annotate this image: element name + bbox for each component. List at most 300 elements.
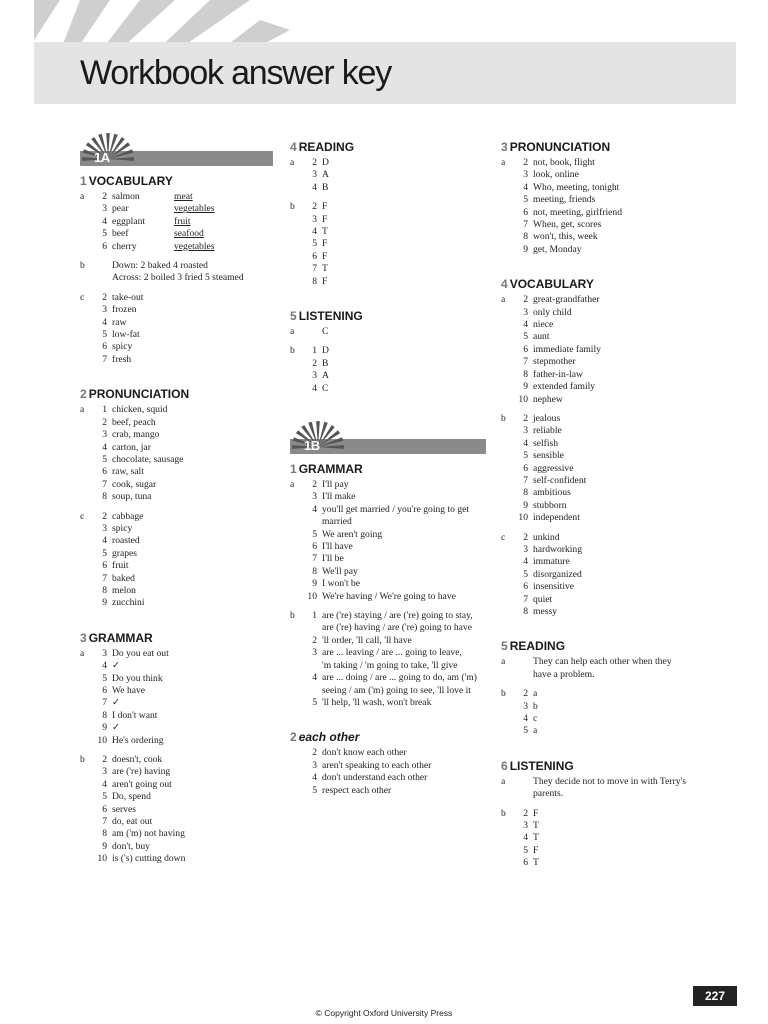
answer-letter <box>290 226 302 238</box>
answer-letter <box>80 535 92 547</box>
answer-number: 8 <box>523 368 528 380</box>
answer-text: doesn't, cook <box>112 754 163 766</box>
answer-number: 6 <box>102 803 107 815</box>
answer-number <box>302 622 322 634</box>
section-number: 5 <box>501 639 508 654</box>
answer-letter <box>290 238 302 250</box>
answer-letter <box>501 207 513 219</box>
answer-letter: c <box>80 291 85 303</box>
answer-number: 3 <box>102 522 107 534</box>
unit-label: 1B <box>304 438 320 453</box>
section-heading <box>290 309 486 323</box>
answer-number: 3 <box>312 370 317 382</box>
answer-letter <box>501 606 513 618</box>
answer-number <box>513 776 533 788</box>
answer-group <box>80 511 273 610</box>
answer-letter <box>501 219 513 231</box>
answer-text: C <box>322 382 329 394</box>
answer-number: 4 <box>312 226 317 238</box>
answer-text: Across: 2 boiled 3 fried 5 steamed <box>112 272 244 284</box>
answer-text: F <box>322 238 328 250</box>
answer-text: serves <box>112 803 136 815</box>
answer-number: 3 <box>102 203 107 215</box>
answer-text: take-out <box>112 291 144 303</box>
answer-text: aren't speaking to each other <box>322 759 432 771</box>
answer-letter <box>501 356 513 368</box>
answer-text: aren't going out <box>112 778 172 790</box>
answer-number: 4 <box>102 778 107 790</box>
answer-letter <box>501 701 513 713</box>
answer-text: respect each other <box>322 784 392 796</box>
answer-number: 2 <box>312 157 317 168</box>
answer-text: spicy <box>112 522 133 534</box>
answer-number: 7 <box>102 572 107 584</box>
answer-group <box>290 157 486 194</box>
answer-letter <box>501 669 513 681</box>
answer-text: ambitious <box>533 487 571 499</box>
answer-text: pear <box>112 203 129 215</box>
answer-letter <box>290 263 302 275</box>
answer-text: b <box>533 700 538 712</box>
answer-letter <box>80 841 92 853</box>
answer-number: 4 <box>523 437 528 449</box>
answer-number: 9 <box>523 381 528 393</box>
column-2-bottom <box>290 428 486 818</box>
answer-text: messy <box>533 606 557 617</box>
section-heading <box>501 140 701 154</box>
answer-number: 4 <box>102 316 107 328</box>
answer-number: 6 <box>523 343 528 355</box>
answer-number: 5 <box>102 672 107 684</box>
answer-text: carton, jar <box>112 441 151 453</box>
answer-number: 6 <box>102 240 107 252</box>
answer-letter: b <box>501 807 506 819</box>
answer-letter <box>501 194 513 206</box>
answer-number: 9 <box>102 722 107 734</box>
answer-number: 3 <box>312 169 317 181</box>
answer-number: 2 <box>102 291 107 303</box>
answer-text: is ('s) cutting down <box>112 853 186 865</box>
answer-letter <box>501 244 513 256</box>
answer-number: 9 <box>312 578 317 590</box>
answer-number: 2 <box>523 412 528 424</box>
answer-text: A <box>322 370 329 382</box>
answer-text: T <box>533 832 539 844</box>
answer-text: don't understand each other <box>322 772 428 784</box>
answer-letter: c <box>501 531 506 543</box>
answer-letter <box>290 251 302 263</box>
answer-letter: a <box>80 647 85 659</box>
section-spacer <box>501 877 701 891</box>
answer-letter <box>80 804 92 816</box>
answer-letter <box>80 585 92 597</box>
answer-letter <box>501 369 513 381</box>
answer-text: B <box>322 357 329 369</box>
answer-letter: b <box>501 688 506 700</box>
section-spacer <box>80 373 273 387</box>
unit-burst-icon <box>80 132 150 166</box>
answer-letter <box>501 344 513 356</box>
answer-letter <box>290 785 302 797</box>
answer-number: 8 <box>102 709 107 721</box>
answer-group <box>501 688 701 738</box>
answer-number: 5 <box>312 238 317 250</box>
answer-text: have a problem. <box>533 668 595 680</box>
answer-text: Do, spend <box>112 791 151 803</box>
answer-number: 4 <box>523 181 528 193</box>
answer-text: jealous <box>533 412 561 424</box>
answer-number: 3 <box>523 820 528 832</box>
answer-text: immature <box>533 556 570 568</box>
answer-text: D <box>322 345 329 357</box>
answer-number: 4 <box>312 772 317 784</box>
answer-letter <box>80 660 92 672</box>
answer-text: F <box>322 275 328 287</box>
answer-letter <box>80 317 92 329</box>
column-1 <box>80 140 273 887</box>
answer-number: 7 <box>102 816 107 828</box>
answer-number: 6 <box>102 685 107 696</box>
answer-letter <box>80 241 92 253</box>
answer-group <box>80 260 273 285</box>
answer-text: nephew <box>533 393 563 405</box>
answer-text: T <box>533 857 539 869</box>
answer-text: F <box>533 807 539 819</box>
answer-letter <box>80 491 92 503</box>
answer-number: 9 <box>523 243 528 255</box>
section-name: LISTENING <box>298 309 363 324</box>
answer-number: 2 <box>523 531 528 543</box>
column-2-top <box>290 140 486 416</box>
answer-text: I'll be <box>322 553 344 565</box>
answer-letter: b <box>80 754 85 766</box>
answer-group <box>501 294 701 406</box>
answer-text: father-in-law <box>533 368 583 380</box>
answer-number: 7 <box>523 593 528 605</box>
answer-text: immediate family <box>533 343 601 355</box>
section-spacer <box>80 617 273 631</box>
answer-letter: b <box>290 345 295 357</box>
answer-number: 4 <box>102 441 107 453</box>
answer-text: cook, sugar <box>112 478 157 490</box>
answer-number: 7 <box>102 353 107 365</box>
answer-letter <box>80 816 92 828</box>
answer-letter <box>80 272 92 284</box>
answer-number: 4 <box>523 319 528 331</box>
answer-letter <box>80 828 92 840</box>
answer-letter <box>290 672 302 684</box>
section-number: 4 <box>290 140 297 154</box>
answer-text: won't, this, week <box>533 231 598 243</box>
answer-letter <box>80 304 92 316</box>
section-name: READING <box>509 639 566 654</box>
answer-text: aggressive <box>533 462 574 474</box>
answer-number: 6 <box>523 206 528 218</box>
answer-text: stubborn <box>533 499 567 511</box>
answer-text: D <box>322 157 329 168</box>
section-heading <box>290 462 486 476</box>
answer-text: A <box>322 169 329 181</box>
answer-letter <box>80 341 92 353</box>
answer-letter: b <box>290 610 295 622</box>
answer-letter: a <box>501 775 506 787</box>
answer-number: 3 <box>312 213 317 225</box>
answer-number: 3 <box>523 425 528 437</box>
answer-odd-one-out: vegetables <box>174 240 215 252</box>
answer-text: do, eat out <box>112 816 153 828</box>
answer-number: 3 <box>102 429 107 441</box>
answer-number: 3 <box>312 491 317 503</box>
answer-letter <box>290 772 302 784</box>
answer-number: 5 <box>523 844 528 856</box>
answer-letter <box>290 760 302 772</box>
answer-letter <box>290 553 302 565</box>
answer-text: melon <box>112 584 136 596</box>
answer-letter: a <box>501 656 506 668</box>
answer-letter <box>501 820 513 832</box>
answer-text: I'll have <box>322 541 353 553</box>
answer-letter <box>80 853 92 865</box>
answer-letter <box>501 544 513 556</box>
answer-number: 10 <box>518 512 528 524</box>
answer-number: 5 <box>523 331 528 343</box>
answer-number: 5 <box>523 450 528 462</box>
answer-number: 5 <box>312 784 317 796</box>
answer-number <box>92 272 112 284</box>
answer-text: beef <box>112 228 129 240</box>
answer-number: 8 <box>312 275 317 287</box>
answer-letter: a <box>501 294 506 306</box>
answer-letter <box>80 573 92 585</box>
answer-number: 3 <box>312 647 317 659</box>
answer-text: are ('re) staying / are ('re) going to stay, <box>322 610 473 622</box>
answer-number: 4 <box>523 713 528 725</box>
answer-letter <box>80 710 92 722</box>
answer-number: 1 <box>312 610 317 622</box>
answer-text: sensible <box>533 450 564 462</box>
answer-letter <box>80 228 92 240</box>
section-spacer <box>290 402 486 416</box>
answer-group <box>290 747 486 797</box>
answer-letter: a <box>80 191 85 202</box>
section-name: PRONUNCIATION <box>509 140 611 154</box>
answer-pair <box>112 203 273 215</box>
answer-text: zucchini <box>112 597 145 609</box>
answer-number: 7 <box>312 553 317 565</box>
answer-number: 2 <box>312 357 317 369</box>
answer-text: Do you eat out <box>112 647 169 659</box>
answer-number: 10 <box>518 393 528 405</box>
answer-text: fresh <box>112 353 132 365</box>
section-number: 2 <box>290 730 297 745</box>
answer-text: meeting, friends <box>533 194 596 206</box>
answer-text: you'll get married / you're going to get <box>322 503 470 515</box>
answer-letter <box>290 214 302 226</box>
section-spacer <box>290 716 486 730</box>
answer-letter <box>290 383 302 395</box>
answer-letter <box>290 622 302 634</box>
answer-pair <box>112 191 273 203</box>
answer-letter <box>80 735 92 747</box>
answer-number: 9 <box>102 840 107 852</box>
answer-text: 'll order, 'll call, 'll have <box>322 634 412 646</box>
answer-letter <box>501 487 513 499</box>
section-heading <box>80 631 273 645</box>
answer-text: ✓ <box>112 697 121 709</box>
answer-number: 6 <box>523 857 528 869</box>
answer-number: 4 <box>523 556 528 568</box>
answer-letter <box>290 591 302 603</box>
answer-text: I won't be <box>322 578 360 590</box>
answer-text: He's ordering <box>112 734 164 746</box>
section-name: GRAMMAR <box>88 630 153 645</box>
answer-text: raw, salt <box>112 466 144 478</box>
answer-text: I'll pay <box>322 479 349 490</box>
answer-text: F <box>322 213 328 225</box>
answer-number: 3 <box>523 306 528 318</box>
answer-group <box>501 776 701 801</box>
answer-text: We have <box>112 685 146 696</box>
answer-letter <box>290 685 302 697</box>
unit-label: 1A <box>94 150 110 165</box>
section-spacer <box>501 745 701 759</box>
answer-text: unkind <box>533 531 560 543</box>
answer-text: look, online <box>533 169 579 181</box>
section-name: each other <box>298 730 360 745</box>
answer-number: 7 <box>102 478 107 490</box>
answer-text: C <box>322 326 329 338</box>
answer-number: 5 <box>102 453 107 465</box>
answer-letter <box>80 203 92 215</box>
answer-number <box>302 516 322 528</box>
answer-text: stepmother <box>533 356 576 368</box>
section-number: 6 <box>501 758 508 773</box>
answer-number: 2 <box>523 807 528 819</box>
answer-number: 10 <box>97 853 107 865</box>
answer-number: 5 <box>523 725 528 737</box>
answer-text: insensitive <box>533 581 575 593</box>
answer-number: 3 <box>102 647 107 659</box>
answer-letter <box>290 747 302 759</box>
answer-text: Do you think <box>112 672 163 684</box>
answer-letter <box>290 504 302 516</box>
section-heading <box>80 174 273 188</box>
answer-letter <box>290 697 302 709</box>
answer-text: a <box>533 688 538 700</box>
answer-text: B <box>322 181 329 193</box>
answer-text: independent <box>533 512 580 524</box>
answer-letter <box>501 594 513 606</box>
answer-number: 2 <box>102 191 107 202</box>
answer-number: 2 <box>102 754 107 766</box>
answer-letter <box>290 491 302 503</box>
answer-letter <box>501 581 513 593</box>
answer-letter <box>80 697 92 709</box>
answer-text: When, get, scores <box>533 219 602 231</box>
section-number: 5 <box>290 309 297 324</box>
answer-text: niece <box>533 319 554 331</box>
answer-text: a <box>533 725 538 737</box>
answer-text: raw <box>112 316 127 328</box>
answer-text: 'm taking / 'm going to take, 'll give <box>322 659 458 671</box>
answer-text: seeing / am ('m) going to see, 'll love it <box>322 684 471 696</box>
section-number: 2 <box>80 387 87 402</box>
answer-number: 6 <box>523 581 528 593</box>
answer-text: We aren't going <box>322 528 383 540</box>
answer-number: 3 <box>312 759 317 771</box>
answer-letter <box>501 169 513 181</box>
answer-number: 8 <box>102 584 107 596</box>
answer-letter <box>501 857 513 869</box>
answer-number: 2 <box>523 294 528 306</box>
answer-text: grapes <box>112 547 138 559</box>
answer-letter <box>501 788 513 800</box>
answer-number <box>513 656 533 668</box>
answer-letter <box>80 722 92 734</box>
answer-text: soup, tuna <box>112 491 152 503</box>
answer-text: self-confident <box>533 474 587 486</box>
answer-number: 5 <box>312 528 317 540</box>
answer-text: F <box>322 201 328 213</box>
answer-letter <box>501 182 513 194</box>
answer-group <box>290 201 486 288</box>
answer-text: eggplant <box>112 215 146 227</box>
answer-number: 5 <box>102 547 107 559</box>
section-heading <box>501 639 701 653</box>
answer-number: 5 <box>102 228 107 240</box>
answer-number <box>92 260 112 272</box>
answer-group <box>80 404 273 503</box>
answer-letter <box>80 560 92 572</box>
answer-number <box>302 326 322 338</box>
answer-number: 2 <box>312 201 317 213</box>
answer-letter: a <box>501 157 506 168</box>
answer-number: 4 <box>312 503 317 515</box>
answer-letter <box>501 425 513 437</box>
section-spacer <box>501 625 701 639</box>
answer-text: F <box>322 250 328 262</box>
answer-letter <box>80 466 92 478</box>
answer-number: 1 <box>312 345 317 357</box>
answer-letter <box>80 442 92 454</box>
answer-letter <box>290 370 302 382</box>
answer-text: hardworking <box>533 543 583 555</box>
answer-text: We'll pay <box>322 565 358 577</box>
answer-number <box>513 788 533 800</box>
answer-letter <box>80 429 92 441</box>
answer-number: 2 <box>312 747 317 759</box>
answer-text: are ... leaving / are ... going to leave, <box>322 647 462 659</box>
answer-letter: b <box>501 412 506 424</box>
answer-text: I'll make <box>322 491 356 503</box>
answer-number: 9 <box>523 499 528 511</box>
answer-letter <box>290 516 302 528</box>
answer-odd-one-out: seafood <box>174 228 204 240</box>
answer-number: 2 <box>312 634 317 646</box>
answer-letter <box>80 329 92 341</box>
answer-letter: a <box>290 157 295 168</box>
answer-letter: b <box>290 201 295 213</box>
answer-number: 6 <box>102 341 107 353</box>
answer-group <box>290 610 486 709</box>
answer-text: married <box>322 516 352 528</box>
answer-number: 2 <box>312 479 317 490</box>
answer-pair <box>112 216 273 228</box>
answer-text: chocolate, sausage <box>112 453 184 465</box>
answer-text: selfish <box>533 437 559 449</box>
answer-number: 1 <box>102 404 107 416</box>
answer-number: 4 <box>312 382 317 394</box>
